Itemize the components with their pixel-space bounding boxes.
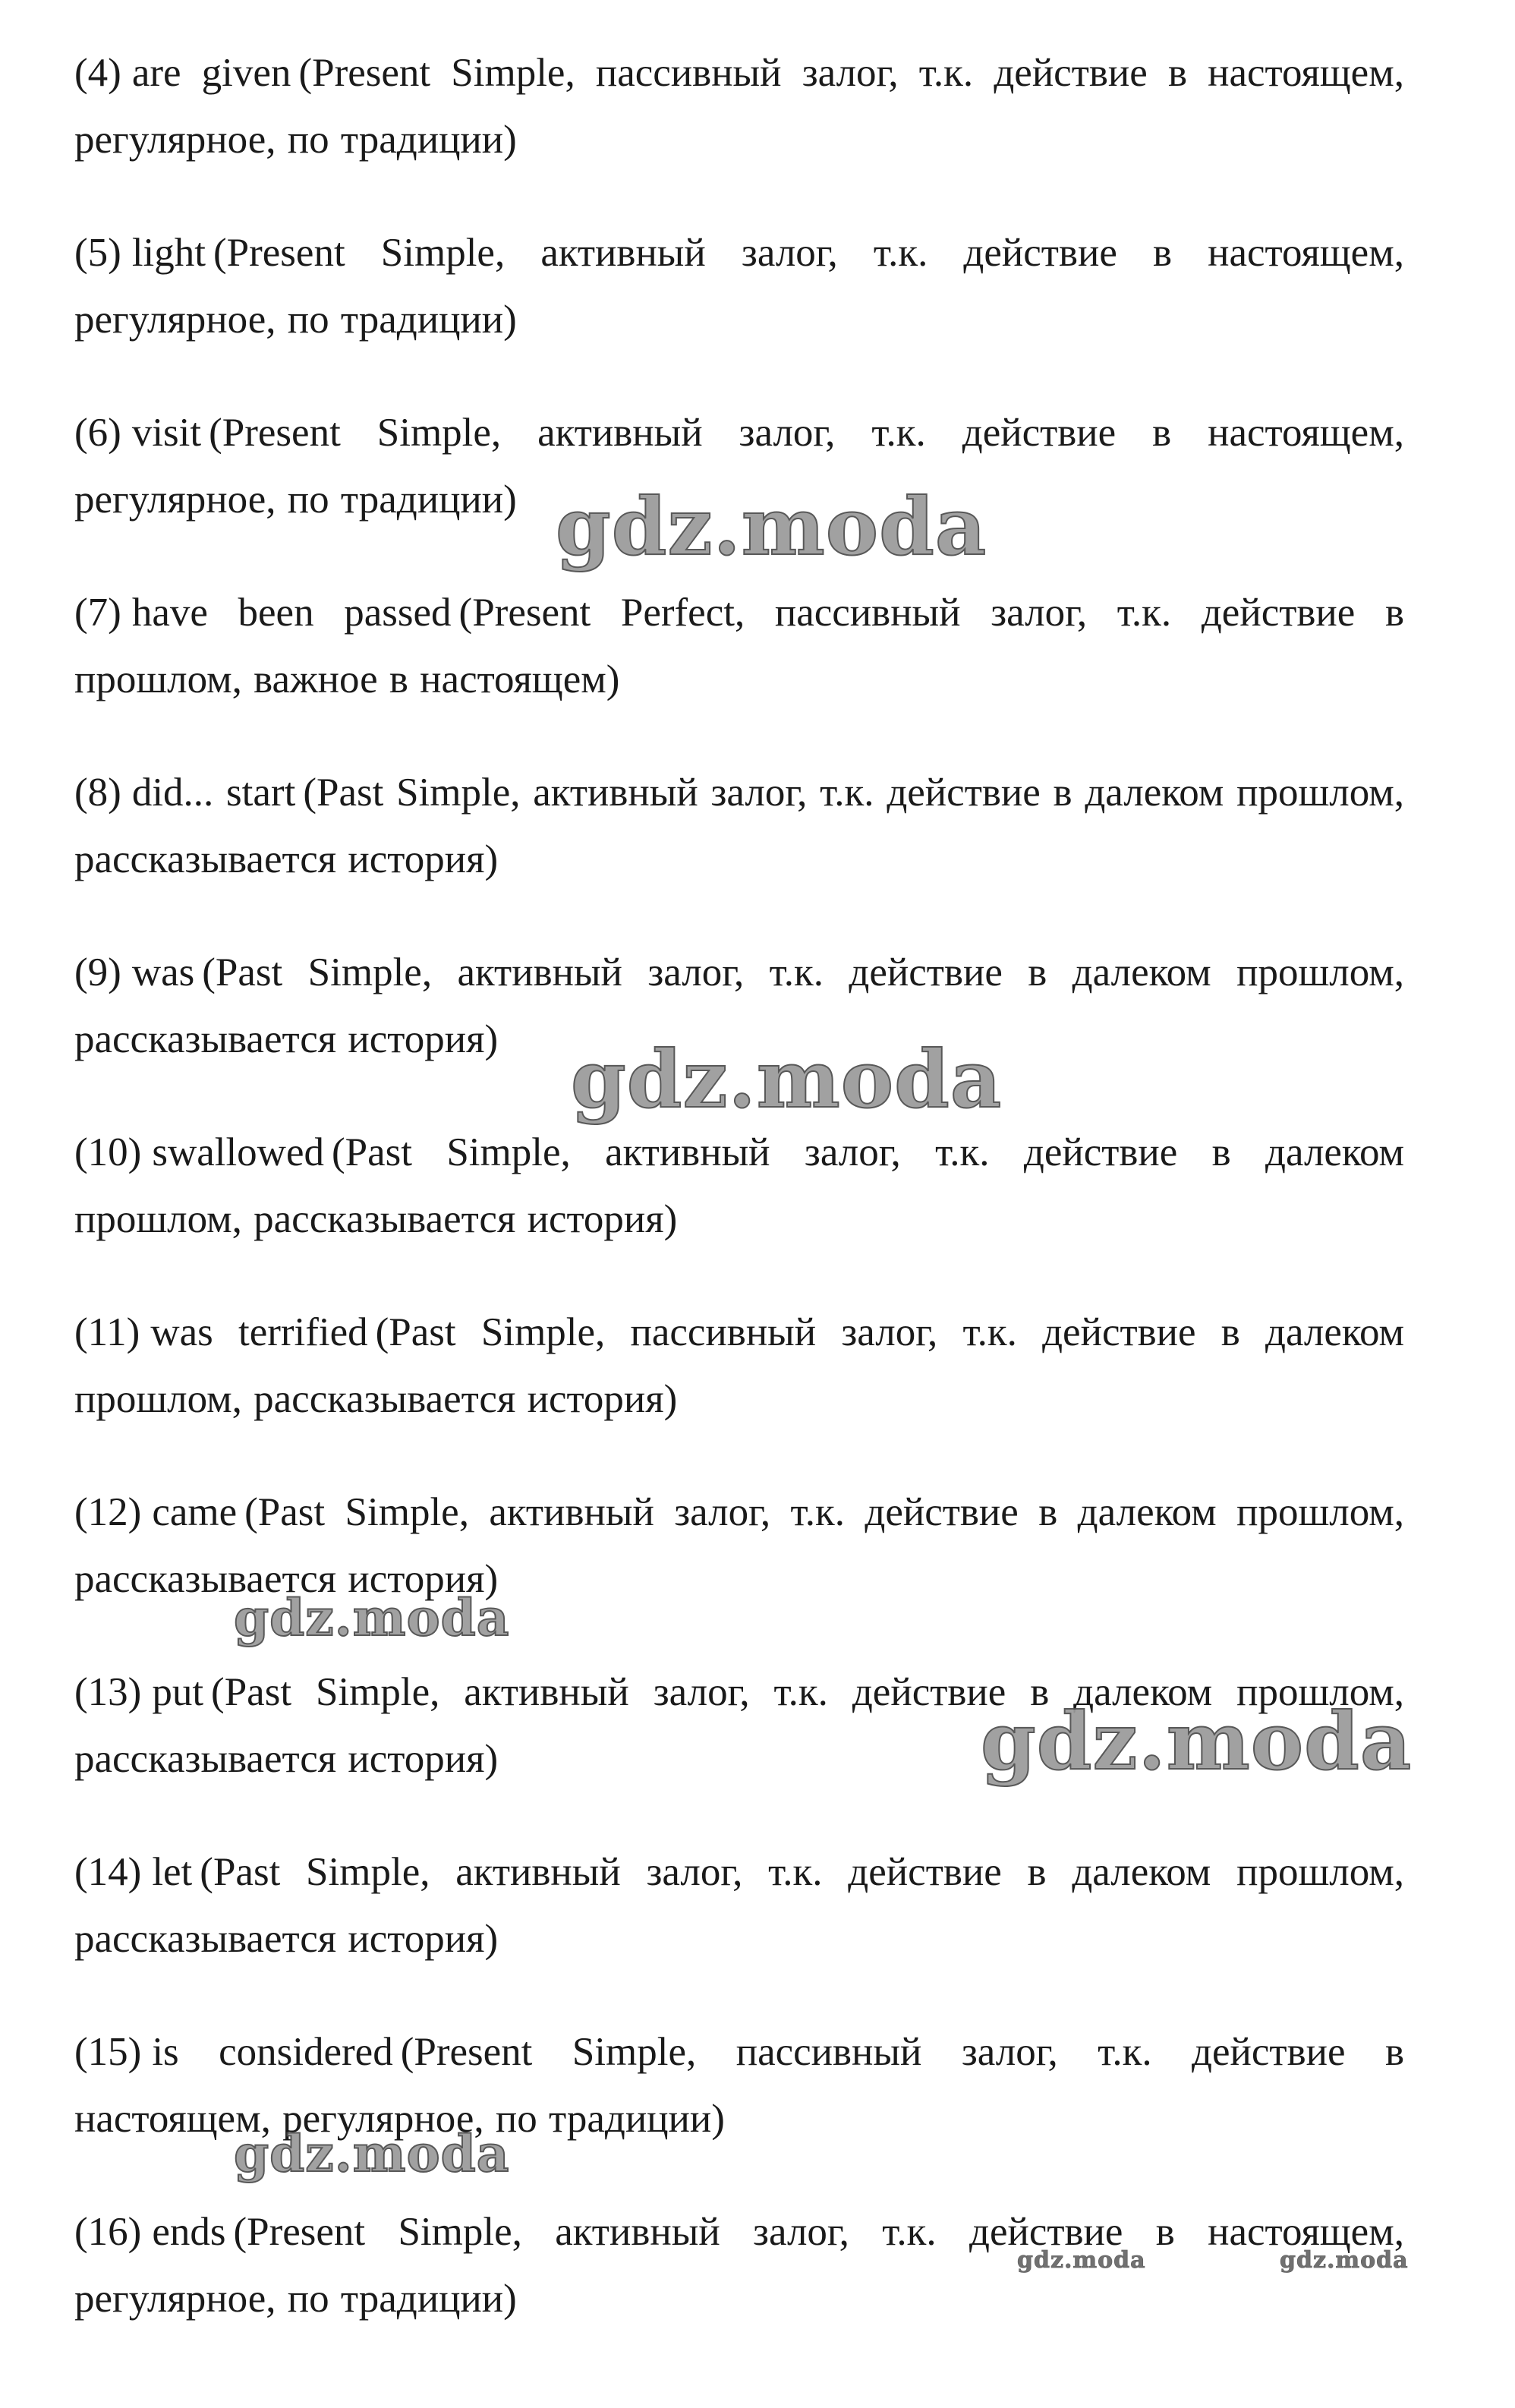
answer-verb: are given [131,51,291,95]
answer-number: (11) [74,1310,140,1354]
answer-item-14 [74,1839,1404,1972]
answer-item-5 [74,219,1404,353]
answer-number: (12) [74,1490,142,1534]
watermark-logo: gdz.moda [981,1694,1413,1788]
answer-explanation: (Present Perfect, пассивный залог, т.к. действие в прошлом, важное в настоящем) [74,591,1404,701]
answer-explanation: (Past Simple, активный залог, т.к. действие в далеком прошлом, рассказывается история) [74,1850,1404,1961]
answer-verb: did... start [131,771,296,815]
answer-number: (13) [74,1670,142,1714]
answer-explanation: (Present Simple, пассивный залог, т.к. действие в настоящем, регулярное, по традиции) [74,51,1404,162]
answer-number: (14) [74,1850,142,1894]
watermark-logo: gdz.moda [571,1032,1003,1126]
answer-list [74,39,1404,2378]
answer-number: (6) [74,411,121,455]
answer-explanation: (Past Simple, активный залог, т.к. действие в далеком прошлом, рассказывается история) [74,1130,1404,1241]
answer-item-8 [74,759,1404,893]
answer-number: (10) [74,1130,142,1174]
answer-explanation: (Present Simple, активный залог, т.к. действие в настоящем, регулярное, по традиции) [74,231,1404,342]
answer-item-4 [74,39,1404,173]
answer-verb: is considered [152,2030,393,2074]
watermark-logo: gdz.moda [234,2124,510,2183]
answer-item-10 [74,1119,1404,1253]
answer-item-7 [74,579,1404,713]
answer-verb: ends [152,2210,226,2254]
answer-explanation: (Past Simple, пассивный залог, т.к. действие в далеком прошлом, рассказывается история) [74,1310,1404,1421]
answer-verb: came [152,1490,238,1534]
answer-number: (8) [74,771,121,815]
answer-verb: let [152,1850,193,1894]
answer-explanation: (Past Simple, активный залог, т.к. действие в далеком прошлом, рассказывается история) [74,771,1404,881]
answer-item-11 [74,1299,1404,1433]
answer-verb: visit [131,411,202,455]
answer-explanation: (Present Simple, активный залог, т.к. действие в настоящем, регулярное, по традиции) [74,411,1404,522]
answer-verb: have been passed [131,591,452,635]
answer-verb: swallowed [152,1130,324,1174]
answer-verb: light [131,231,206,275]
answer-number: (15) [74,2030,142,2074]
answer-explanation: (Past Simple, активный залог, т.к. действие в далеком прошлом, рассказывается история) [74,950,1404,1061]
answer-number: (16) [74,2210,142,2254]
answer-explanation: (Present Simple, активный залог, т.к. действие в настоящем, регулярное, по традиции) [74,2210,1404,2321]
watermark-logo: gdz.moda [1017,2247,1146,2274]
answer-verb: was [131,950,195,994]
watermark-logo: gdz.moda [234,1588,510,1647]
answer-verb: put [152,1670,204,1714]
answer-explanation: (Present Simple, пассивный залог, т.к. действие в настоящем, регулярное, по традиции) [74,2030,1404,2141]
answer-number: (4) [74,51,121,95]
answer-item-16 [74,2198,1404,2332]
answer-number: (7) [74,591,121,635]
answer-number: (5) [74,231,121,275]
answer-verb: was terrified [150,1310,368,1354]
watermark-logo: gdz.moda [1280,2247,1409,2274]
watermark-logo: gdz.moda [556,480,987,573]
answer-explanation: (Past Simple, активный залог, т.к. действие в далеком прошлом, рассказывается история) [74,1670,1404,1781]
answer-number: (9) [74,950,121,994]
answer-explanation: (Past Simple, активный залог, т.к. действие в далеком прошлом, рассказывается история) [74,1490,1404,1601]
